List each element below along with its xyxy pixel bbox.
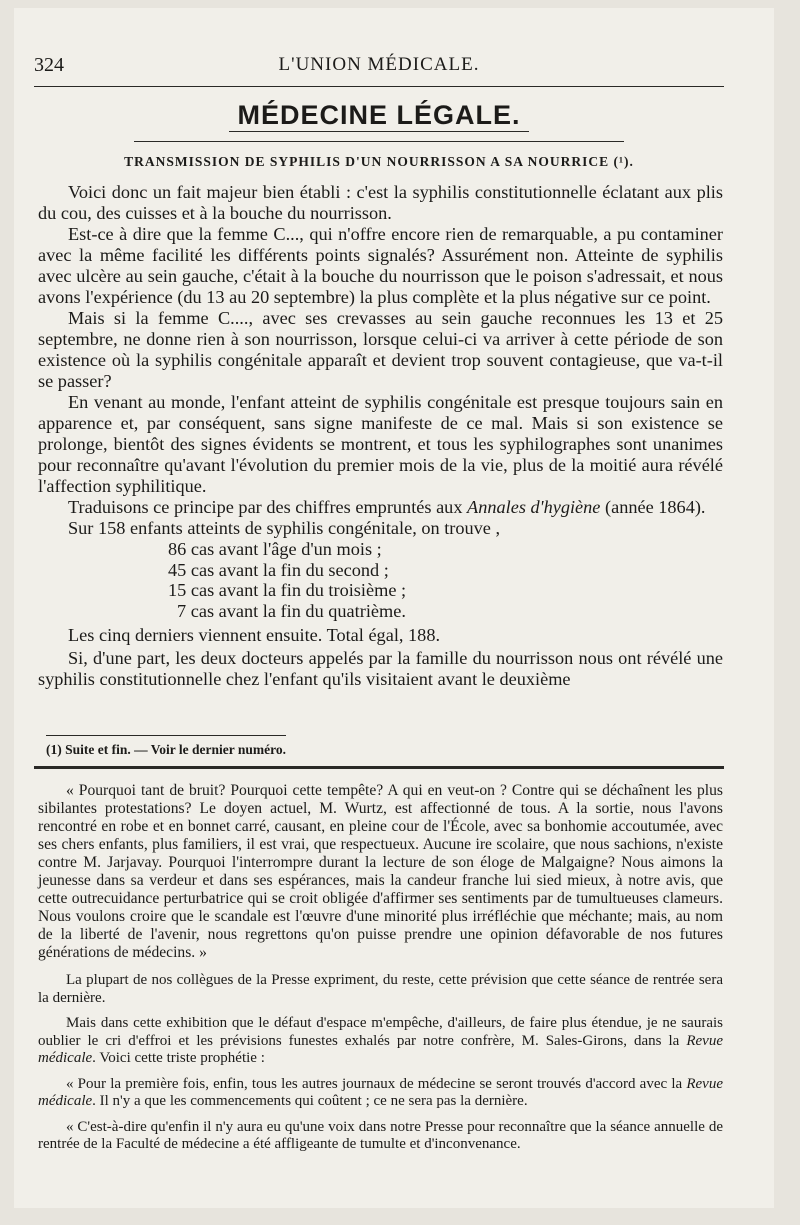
- section-title: [34, 100, 724, 140]
- paragraph: La plupart de nos collègues de la Presse expriment, du reste, cette prévision que cette séance de rentrée sera la dernière.: [38, 972, 723, 1006]
- statistics-list: [38, 539, 723, 621]
- text-run: « Pour la première fois, enfin, tous les autres journaux de médecine se seront trouvés d'accord avec la: [66, 1075, 687, 1092]
- paragraph: En venant au monde, l'enfant atteint de syphilis congénitale est presque toujours sain en apparence et, par conséquent, sans signe manifeste de ce mal. Mais si son existence se prolonge, bientôt des signes évidents se montrent, et tous les syphilographes sont unanimes pour reconnaître qu'avant l'évolution du premier mois de la vie, plus de la moitié aura révélé l'affection syphilitique.: [38, 392, 723, 496]
- list-item: 86 cas avant l'âge d'un mois ;: [168, 539, 382, 559]
- paragraph: [38, 1015, 723, 1068]
- paragraph: Les cinq derniers viennent ensuite. Total égal, 188.: [68, 625, 441, 645]
- quotation: « Pourquoi tant de bruit? Pourquoi cette tempête? A qui en veut-on ? Contre qui se déchaînent les plus sibilantes protestations? Le doyen actuel, M. Wurtz, est affectionné de tous. A la sortie, nous l'avons rencontré en robe et en bonnet carré, causant, en pleine cour de l'École, avec sa bonhomie accoutumée, avec ses chers enfants, plus familiers, il est vrai, que respectueux. Aucune ire scolaire, que nous sachions, n'existe contre M. Jarjavay. Pourquoi l'interrompre durant la lecture de son éloge de Malgaigne? Nous aimons la jeunesse dans sa verdeur et dans ses espérances, mais la candeur franche lui sied mieux, à notre avis, que cette outrecuidance perturbatrice qui se croit obligée d'affirmer ses sentiments par de tumultueuses clameurs. Nous voulons croire que le scandale est l'œuvre d'une minorité plus irréfléchie que méchante; mais, au nom de la liberté de l'avenir, nous regrettons qu'on puisse prendre une opinion défavorable de nos futures générations de médecins. »: [38, 782, 723, 961]
- running-header: [34, 54, 724, 84]
- text-run: Mais dans cette exhibition que le défaut d'espace m'empêche, d'ailleurs, de faire plus étendue, je ne saurais oublier le cri d'effroi et les prévisions funestes exhalés par notre confrère, M. Sales-Girons, dans la: [38, 1015, 723, 1049]
- paragraph: Si, d'une part, les deux docteurs appelés par la famille du nourrisson nous ont révélé une syphilis constitutionnelle chez l'enfant qu'ils visitaient avant le deuxième: [38, 648, 723, 689]
- article-body: [38, 182, 723, 690]
- text-run: Traduisons ce principe par des chiffres empruntés aux: [68, 497, 468, 517]
- text-run: . Il n'y a que les commencements qui coûtent ; ce ne sera pas la dernière.: [92, 1093, 528, 1109]
- paragraph: Mais si la femme C...., avec ses crevasses au sein gauche reconnues les 13 et 25 septembre, ne donne rien à son nourrisson, lorsque celui-ci va arriver à cette période de son existence où la syphilis congénitale apparaît et devient trop souvent contagieuse, que va-t-il se passer?: [38, 308, 723, 391]
- page-number: 324: [34, 54, 64, 76]
- journal-citation: Revue médicale: [38, 1032, 723, 1066]
- paragraph: Voici donc un fait majeur bien établi : c'est la syphilis constitutionnelle éclatant aux plis du cou, des cuisses et à la bouche du nourrisson.: [38, 182, 723, 223]
- section-title-text: MÉDECINE LÉGALE.: [229, 100, 528, 132]
- section-rule: [134, 141, 624, 142]
- journal-page: [14, 8, 774, 1208]
- quotation: [38, 1076, 723, 1111]
- text-run: (année 1864).: [600, 497, 706, 517]
- list-item: 45 cas avant la fin du second ;: [168, 559, 389, 580]
- paragraph: [38, 497, 723, 518]
- list-item: 15 cas avant la fin du troisième ;: [168, 580, 407, 600]
- list-item: 7 cas avant la fin du quatrième.: [177, 600, 406, 621]
- paragraph: Sur 158 enfants atteints de syphilis congénitale, on trouve ,: [68, 518, 501, 538]
- footnote: (1) Suite et fin. — Voir le dernier numéro.: [46, 742, 286, 757]
- feuilleton-body: [38, 782, 723, 1162]
- footnote-rule: [46, 735, 286, 736]
- feuilleton-rule: [34, 766, 724, 769]
- text-run: . Voici cette triste prophétie :: [92, 1050, 265, 1066]
- paragraph: Est-ce à dire que la femme C..., qui n'offre encore rien de remarquable, a pu contaminer avec la même facilité les différents points signalés? Assurément non. Atteinte de syphilis avec ulcère au sein gauche, c'était à la bouche du nourrisson que le poison s'adressait, et nous avons l'expérience (du 13 au 20 septembre) la plus complète et la plus négative sur ce point.: [38, 224, 723, 307]
- journal-citation: Annales d'hygiène: [467, 497, 601, 517]
- quotation: « C'est-à-dire qu'enfin il n'y aura eu qu'une voix dans notre Presse pour reconnaître que la séance annuelle de rentrée de la Faculté de médecine a été affligeante de tumulte et d'inconvenance.: [38, 1118, 723, 1152]
- journal-citation: Revue médicale: [38, 1075, 723, 1109]
- article-title: TRANSMISSION DE SYPHILIS D'UN NOURRISSON A SA NOURRICE (¹).: [124, 154, 634, 169]
- journal-name: L'UNION MÉDICALE.: [278, 54, 480, 75]
- header-rule: [34, 86, 724, 87]
